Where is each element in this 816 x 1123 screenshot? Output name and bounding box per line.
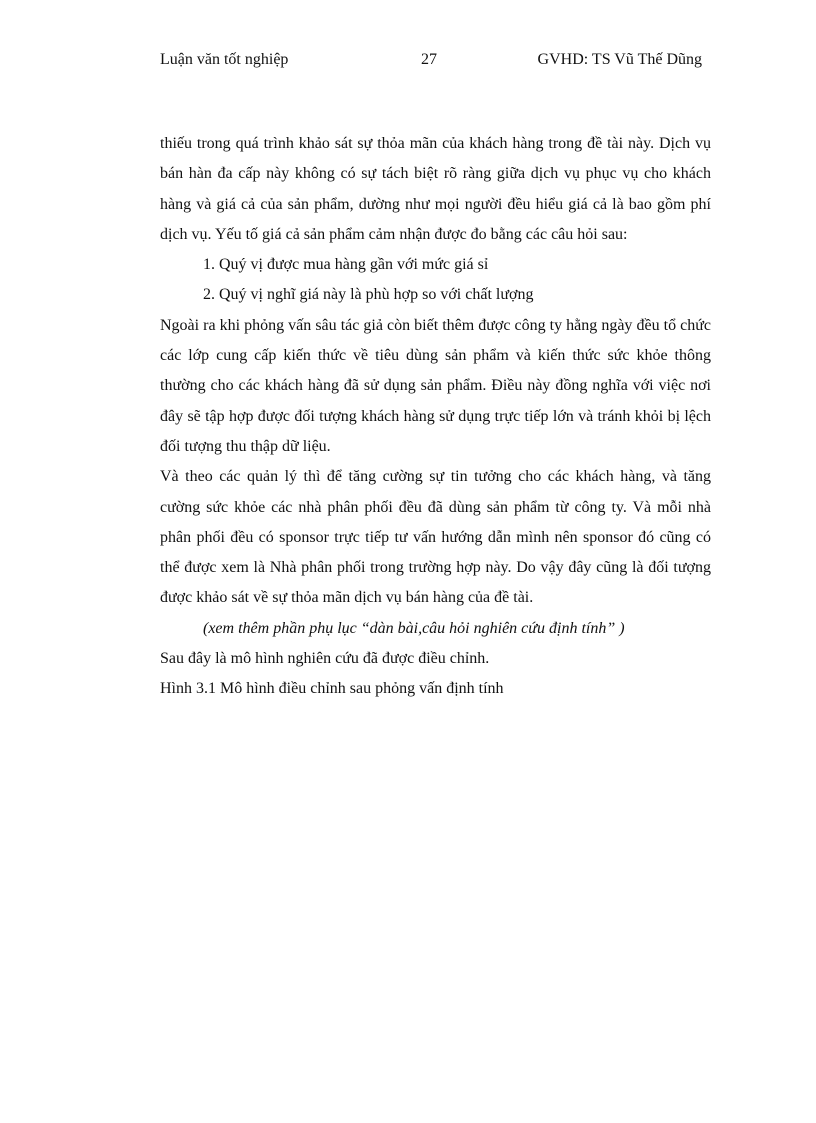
header-advisor: GVHD: TS Vũ Thế Dũng [537, 51, 702, 68]
paragraph-managers: Và theo các quản lý thì để tăng cường sự tin tưởng cho các khách hàng, và tăng cường sức khỏe các nhà phân phối đều đã dùng sản phẩm từ công ty. Và mỗi nhà phân phối đều có sponsor trực tiếp tư vấn hướng dẫn mình nên sponsor đó cũng có thể được xem là Nhà phân phối trong trường hợp này. Do vậy đây cũng là đối tượng được khảo sát về sự thỏa mãn dịch vụ bán hàng của đề tài. [160, 468, 711, 607]
paragraph-price-intro: thiếu trong quá trình khảo sát sự thỏa mãn của khách hàng trong đề tài này. Dịch vụ bán hàn đa cấp này không có sự tách biệt rõ ràng giữa dịch vụ phục vụ cho khách hàng và giá cả của sản phẩm, dường như mọi người đều hiểu giá cả là bao gồm phí dịch vụ. Yếu tố giá cả sản phẩm cảm nhận được đo bằng các câu hỏi sau: [160, 135, 711, 243]
question-item-2: 2. Quý vị nghĩ giá này là phù hợp so với chất lượng [203, 286, 534, 304]
question-item-1: 1. Quý vị được mua hàng gần với mức giá sỉ [203, 256, 489, 274]
page-number: 27 [421, 51, 437, 68]
page-header [160, 48, 702, 72]
figure-caption: Hình 3.1 Mô hình điều chỉnh sau phỏng vấn định tính [160, 680, 504, 698]
paragraph-model-intro: Sau đây là mô hình nghiên cứu đã được điều chỉnh. [160, 650, 490, 668]
paragraph-interview: Ngoài ra khi phỏng vấn sâu tác giả còn biết thêm được công ty hằng ngày đều tổ chức các lớp cung cấp kiến thức về tiêu dùng sản phẩm và kiến thức sức khỏe thông thường cho các khách hàng đã sử dụng sản phẩm. Điều này đồng nghĩa với việc nơi đây sẽ tập hợp được đối tượng khách hàng sử dụng trực tiếp lớn và tránh khỏi bị lệch đối tượng thu thập dữ liệu. [160, 316, 711, 455]
header-title: Luận văn tốt nghiệp [160, 51, 289, 68]
appendix-note: (xem thêm phần phụ lục “dàn bài,câu hỏi nghiên cứu định tính” ) [203, 619, 625, 637]
body-text [160, 129, 711, 705]
